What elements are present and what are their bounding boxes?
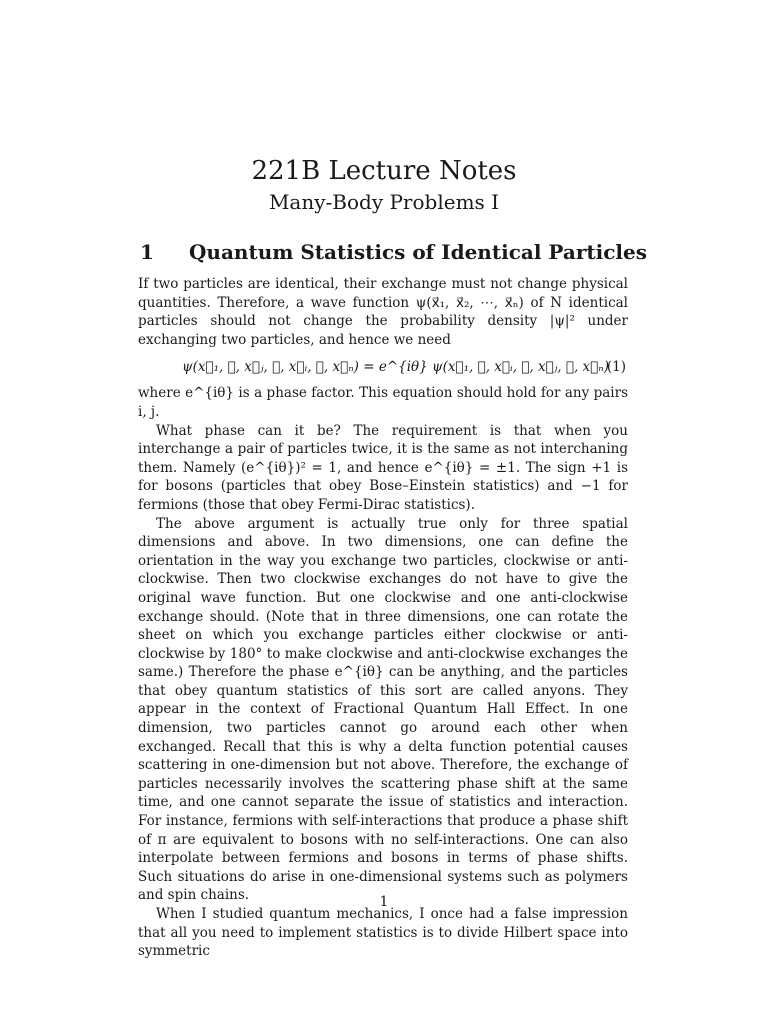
paragraph-anyons: The above argument is actually true only for three spatial dimensions and above. In two dimensions, one can define the orientation in the way you exchange two particles, clockwise or anti-clockwise. Then two clockwise exchanges do not have to give the original wave function. But one clockwise and one anti-clockwise exchange should. (Note that in three dimensions, one can rotate the sheet on which you exchange particles either clockwise or anti-clockwise by 180° to make clockwise and anti-clockwise exchanges the same.) Therefore the phase e^{iθ} can be anything, and the particles that obey quantum statistics of this sort are called anyons. They appear in the context of Fractional Quantum Hall Effect. In one dimension, two particles cannot go around each other when exchanged. Recall that this is why a delta function potential causes scattering in one-dimension but not above. Therefore, the exchange of particles necessarily involves the scattering phase shift at the same time, and one cannot separate the issue of statistics and interaction. For instance, fermions with self-interactions that produce a phase shift of π are equivalent to bosons with no self-interactions. One can also interpolate between fermions and bosons in terms of phase shifts. Such situations do arise in one-dimensional systems such as polymers and spin chains. xyxy=(138,515,628,904)
page-number: 1 xyxy=(379,894,389,910)
equation-expression: ψ(x⃗₁, ⋯, x⃗ⱼ, ⋯, x⃗ᵢ, ⋯, x⃗ₙ) = e^{iθ} ψ(x⃗₁, ⋯, x⃗ᵢ, ⋯, x⃗ⱼ, ⋯, x⃗ₙ) xyxy=(182,359,609,376)
equation-block xyxy=(138,350,628,384)
document-subtitle: Many-Body Problems I xyxy=(268,190,500,214)
paragraph-intro: If two particles are identical, their exchange must not change physical quantities. Therefore, a wave function ψ(x⃗₁, x⃗₂, ⋯, x⃗ₙ) of N identical particles should not change the probability density |ψ|² under exchanging two particles, and hence we need xyxy=(138,276,628,348)
paragraph-hilbert-space: When I studied quantum mechanics, I once had a false impression that all you need to implement statistics is to divide Hilbert space into symmetric xyxy=(138,906,628,960)
paragraph-phase-question: What phase can it be? The requirement is that when you interchange a pair of particles twice, it is the same as not interchaning them. Namely (e^{iθ})² = 1, and hence e^{iθ} = ±1. The sign +1 is for bosons (particles that obey Bose–Einstein statistics) and −1 for fermions (those that obey Fermi-Dirac statistics). xyxy=(138,422,628,513)
section-title: Quantum Statistics of Identical Particles xyxy=(189,240,647,264)
equation-number: (1) xyxy=(606,359,626,376)
paragraph-phase-factor: where e^{iθ} is a phase factor. This equation should hold for any pairs i, j. xyxy=(138,385,628,420)
section-heading xyxy=(140,238,647,266)
body-text xyxy=(138,275,628,961)
section-number: 1 xyxy=(140,240,154,264)
document-title: 221B Lecture Notes xyxy=(251,156,517,186)
